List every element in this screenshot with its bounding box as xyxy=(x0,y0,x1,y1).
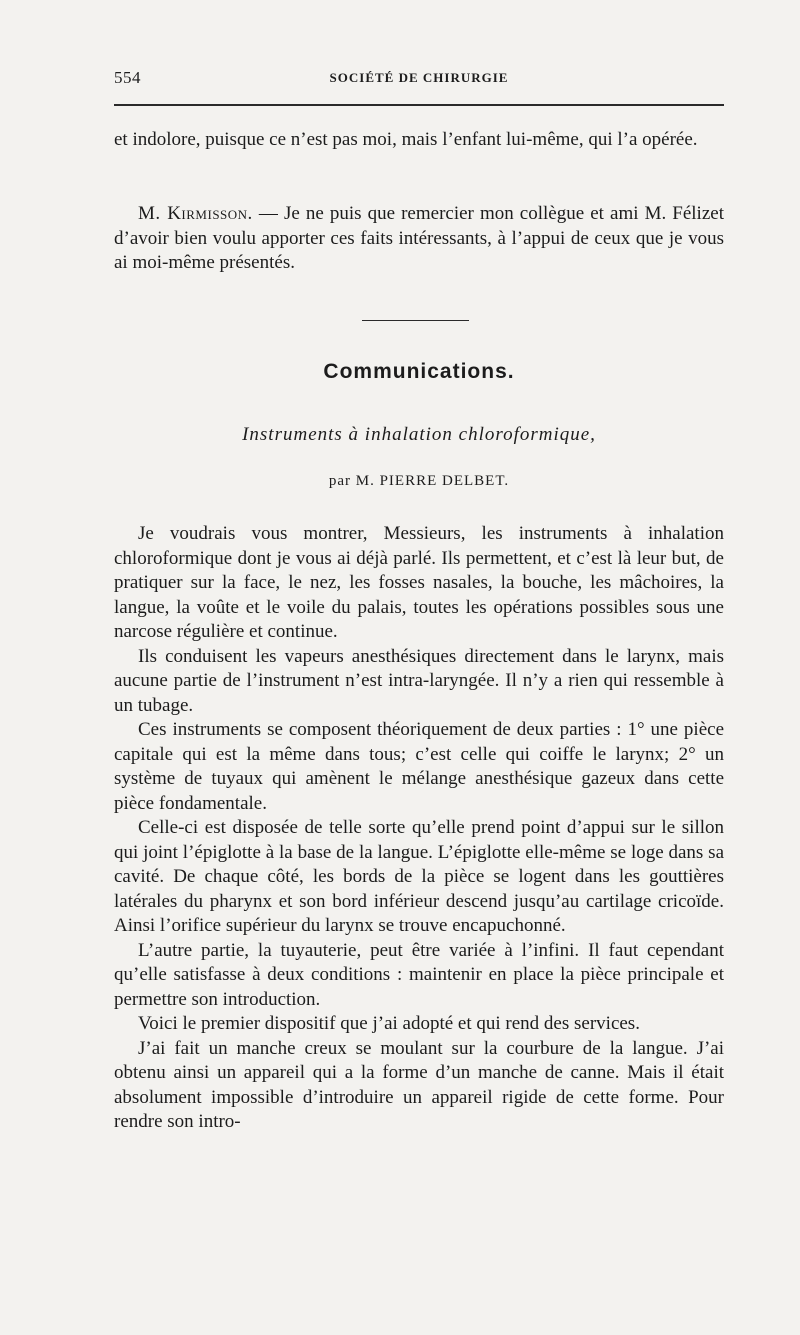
article-body xyxy=(114,522,724,1135)
running-head xyxy=(114,68,724,98)
page-number: 554 xyxy=(114,68,141,87)
body-paragraph: Je voudrais vous montrer, Messieurs, les instruments à inhalation chloroformique dont je vous ai déjà parlé. Ils permettent, et c’est là leur but, de pratiquer sur la face, le nez, les fosses nasales, la bouche, les mâchoires, la langue, la voûte et le voile du palais, toutes les opérations possibles sous une narcose régulière et continue. xyxy=(114,523,724,642)
body-paragraph: L’autre partie, la tuyauterie, peut être variée à l’infini. Il faut cependant qu’elle satisfasse à deux conditions : maintenir en place la pièce principale et permettre son introduction. xyxy=(114,939,724,1010)
body-paragraph: Ces instruments se composent théoriquement de deux parties : 1° une pièce capitale qui est la même dans tous; c’est celle qui coiffe le larynx; 2° un système de tuyaux qui amènent le mélange anesthésique gazeux dans cette pièce fondamentale. xyxy=(114,719,724,814)
body-paragraph: J’ai fait un manche creux se moulant sur la courbure de la langue. J’ai obtenu ainsi un appareil qui a la forme d’un manche de canne. Mais il était absolument impossible d’introduire un appareil rigide de cette forme. Pour rendre son intro- xyxy=(114,1037,724,1132)
body-paragraph: Celle-ci est disposée de telle sorte qu’elle prend point d’appui sur le sillon qui joint l’épiglotte à la base de la langue. L’épiglotte elle-même se loge dans sa cavité. De chaque côté, les bords de la pièce se logent dans les gouttières latérales du pharynx et son bord inférieur descend jusqu’au cartilage cricoïde. Ainsi l’orifice supérieur du larynx se trouve encapuchonné. xyxy=(114,817,724,936)
continuation-text: et indolore, puisque ce n’est pas moi, mais l’enfant lui-même, qui l’a opérée. xyxy=(114,129,698,150)
header-rule xyxy=(114,104,724,106)
speaker-name: M. Kirmisson. xyxy=(138,203,253,224)
article-title: Instruments à inhalation chloroformique, xyxy=(242,424,596,445)
discussion-paragraph xyxy=(114,202,724,276)
running-title: SOCIÉTÉ DE CHIRURGIE xyxy=(329,70,509,85)
article-byline: par M. PIERRE DELBET. xyxy=(328,473,510,489)
section-title: Communications. xyxy=(323,360,515,383)
body-paragraph: Ils conduisent les vapeurs anesthésiques directement dans le larynx, mais aucune partie de l’instrument n’est intra-laryngée. Il n’y a rien qui ressemble à un tubage. xyxy=(114,645,724,716)
body-paragraph: Voici le premier dispositif que j’ai adopté et qui rend des services. xyxy=(138,1013,640,1034)
discussion-text xyxy=(114,202,724,276)
continuation-paragraph xyxy=(114,128,724,153)
speaker-remark: — Je ne puis que remercier mon collègue et ami M. Félizet d’avoir bien voulu apporter ces faits intéressants, à l’appui de ceux que je vous ai moi-même présentés. xyxy=(114,203,724,273)
section-separator xyxy=(362,320,469,321)
